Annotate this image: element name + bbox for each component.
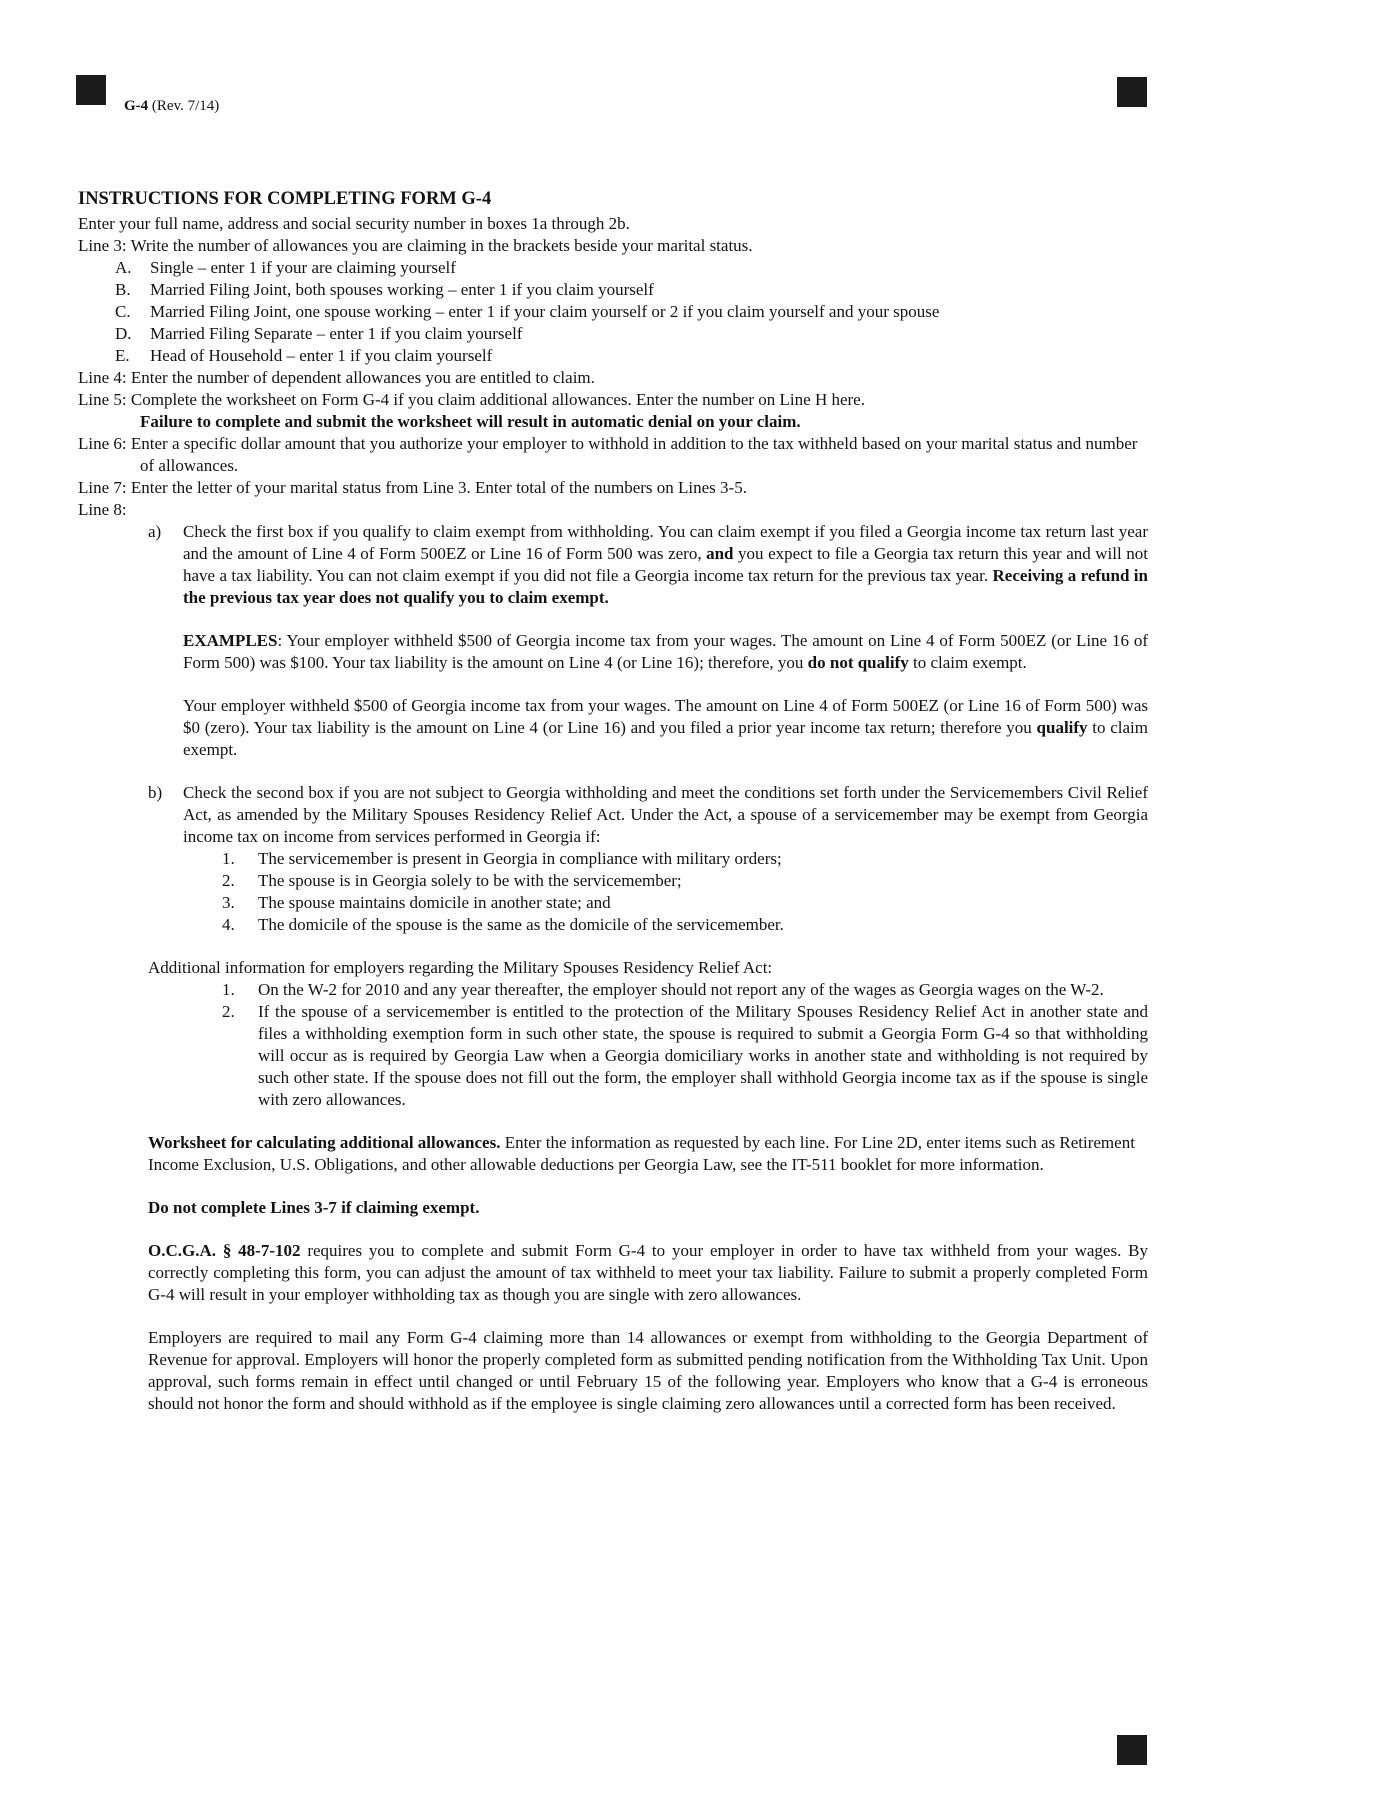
text-segment: : Your employer withheld $500 of Georgia income tax from your wages. The amount on Line 4 of Form 500EZ (or Line 16 of Form 500) was $100. Your tax liability is the amount on Line 4 (or Line 16); therefore, you	[183, 631, 1148, 672]
employer-info-intro: Additional information for employers regarding the Military Spouses Residency Relief Act:	[148, 958, 773, 977]
item-text: If the spouse of a servicemember is entitled to the protection of the Military Spouses Residency Relief Act in another state and files a withholding exemption form in such other state, the spouse is required to submit a Georgia Form G-4 so that withholding will occur as is required by Georgia Law when a Georgia domiciliary works in another state and withholding is not required by such other state. If the spouse does not fill out the form, the employer shall withhold Georgia income tax as if the spouse is single with zero allowances.	[258, 1002, 1148, 1109]
line8-item-b	[148, 782, 1148, 848]
worksheet-heading: Worksheet for calculating additional allowances.	[148, 1133, 501, 1152]
condition-text: The domicile of the spouse is the same as the domicile of the servicemember.	[258, 915, 784, 934]
text-segment-bold: and	[706, 544, 734, 563]
examples-label: EXAMPLES	[183, 631, 278, 650]
example-paragraph-1	[183, 630, 1148, 674]
item-b-text: Check the second box if you are not subject to Georgia withholding and meet the conditions set forth under the Servicemembers Civil Relief Act, as amended by the Military Spouses Residency Relief Act. Under the Act, a spouse of a servicemember may be exempt from Georgia income tax on income from services performed in Georgia if:	[183, 783, 1148, 846]
text-segment: requires you to complete and submit Form G-4 to your employer in order to have tax withheld from your wages. By correctly completing this form, you can adjust the amount of tax withheld to meet your tax liability. Failure to submit a properly completed Form G-4 will result in your employer withholding tax as though you are single with zero allowances.	[148, 1241, 1148, 1304]
intro-text: Enter your full name, address and social security number in boxes 1a through 2b.	[78, 214, 630, 233]
condition-item-4	[222, 914, 1148, 936]
line7-instruction: Line 7: Enter the letter of your marital status from Line 3. Enter total of the numbers on Lines 3-5.	[78, 478, 747, 497]
line3-instruction: Line 3: Write the number of allowances you are claiming in the brackets beside your marital status.	[78, 236, 753, 255]
text-segment-bold: Receiving a refund in the previous tax year does not qualify you to claim exempt.	[183, 566, 1148, 607]
registration-mark-top-left	[76, 75, 106, 105]
condition-text: The spouse is in Georgia solely to be with the servicemember;	[258, 871, 682, 890]
text-segment: to claim exempt.	[183, 718, 1148, 759]
item-marker: b)	[148, 783, 163, 802]
text-segment: you expect to file a Georgia tax return this year and will not have a tax liability. You can not claim exempt if you did not file a Georgia income tax return for the previous tax year.	[183, 544, 1148, 585]
condition-item-3	[222, 892, 1148, 914]
item-marker: a)	[148, 522, 162, 541]
item-number: 1.	[222, 980, 235, 999]
option-text: Married Filing Separate – enter 1 if you claim yourself	[150, 324, 523, 343]
option-text: Married Filing Joint, both spouses working – enter 1 if you claim yourself	[150, 280, 654, 299]
condition-text: The spouse maintains domicile in another state; and	[258, 893, 611, 912]
option-text: Married Filing Joint, one spouse working – enter 1 if your claim yourself or 2 if you claim yourself and your spouse	[150, 302, 940, 321]
text-segment: Enter the information as requested by each line. For Line 2D, enter items such as Retirement Income Exclusion, U.S. Obligations, and other allowable deductions per Georgia Law, see the IT-511 booklet for more information.	[148, 1133, 1135, 1174]
option-text: Single – enter 1 if your are claiming yourself	[150, 258, 456, 277]
text-segment-bold: do not qualify	[807, 653, 909, 672]
item-a-text	[183, 521, 1148, 609]
worksheet-paragraph	[148, 1132, 1148, 1176]
marital-option-a	[115, 257, 1148, 279]
condition-item-2	[222, 870, 1148, 892]
form-code: G-4	[124, 98, 149, 114]
text-segment: to claim exempt.	[908, 653, 1027, 672]
text-segment: Check the first box if you qualify to claim exempt from withholding. You can claim exempt if you filed a Georgia income tax return last year and the amount of Line 4 of Form 500EZ or Line 16 of Form 500 was zero,	[183, 522, 1148, 563]
option-text: Head of Household – enter 1 if you claim yourself	[150, 346, 493, 365]
line6-instruction: Line 6: Enter a specific dollar amount that you authorize your employer to withhold in addition to the tax withheld based on your marital status and number of allowances.	[78, 434, 1138, 475]
line5-warning: Failure to complete and submit the worksheet will result in automatic denial on your claim.	[140, 412, 801, 431]
condition-item-1	[222, 848, 1148, 870]
form-header	[124, 95, 219, 117]
item-number: 2.	[222, 1002, 235, 1021]
marital-option-e	[115, 345, 1148, 367]
condition-number: 3.	[222, 893, 235, 912]
text-segment: Your employer withheld $500 of Georgia income tax from your wages. The amount on Line 4 of Form 500EZ (or Line 16 of Form 500) was $0 (zero). Your tax liability is the amount on Line 4 (or Line 16) and you filed a prior year income tax return; therefore you	[183, 696, 1148, 737]
text-segment-bold: qualify	[1036, 718, 1088, 737]
exempt-note: Do not complete Lines 3-7 if claiming exempt.	[148, 1198, 480, 1217]
employer-info-item-2	[222, 1001, 1148, 1111]
line8-item-a	[148, 521, 1148, 609]
employer-info-item-1	[222, 979, 1148, 1001]
option-letter: E.	[115, 346, 130, 365]
marital-option-c	[115, 301, 1148, 323]
option-letter: A.	[115, 258, 132, 277]
line4-instruction: Line 4: Enter the number of dependent allowances you are entitled to claim.	[78, 368, 595, 387]
option-letter: B.	[115, 280, 131, 299]
form-revision: (Rev. 7/14)	[148, 98, 220, 114]
ocga-paragraph	[148, 1240, 1148, 1306]
marital-option-d	[115, 323, 1148, 345]
option-letter: C.	[115, 302, 131, 321]
employers-paragraph: Employers are required to mail any Form G-4 claiming more than 14 allowances or exempt from withholding to the Georgia Department of Revenue for approval. Employers will honor the properly completed form as submitted pending notification from the Withholding Tax Unit. Upon approval, such forms remain in effect until changed or until February 15 of the following year. Employers who know that a G-4 is erroneous should not honor the form and should withhold as if the employee is single claiming zero allowances until a corrected form has been received.	[148, 1328, 1148, 1413]
registration-mark-bottom-right	[1117, 1735, 1147, 1765]
option-letter: D.	[115, 324, 132, 343]
item-text: On the W-2 for 2010 and any year thereafter, the employer should not report any of the wages as Georgia wages on the W-2.	[258, 980, 1104, 999]
line5-instruction: Line 5: Complete the worksheet on Form G-4 if you claim additional allowances. Enter the number on Line H here.	[78, 390, 865, 409]
condition-number: 4.	[222, 915, 235, 934]
registration-mark-top-right	[1117, 77, 1147, 107]
line8-label: Line 8:	[78, 500, 127, 519]
condition-text: The servicemember is present in Georgia in compliance with military orders;	[258, 849, 782, 868]
condition-number: 2.	[222, 871, 235, 890]
condition-number: 1.	[222, 849, 235, 868]
ocga-citation: O.C.G.A. § 48-7-102	[148, 1241, 301, 1260]
page-title: INSTRUCTIONS FOR COMPLETING FORM G-4	[78, 189, 492, 209]
instructions-body	[78, 188, 1148, 1415]
example-paragraph-2	[183, 695, 1148, 761]
marital-option-b	[115, 279, 1148, 301]
